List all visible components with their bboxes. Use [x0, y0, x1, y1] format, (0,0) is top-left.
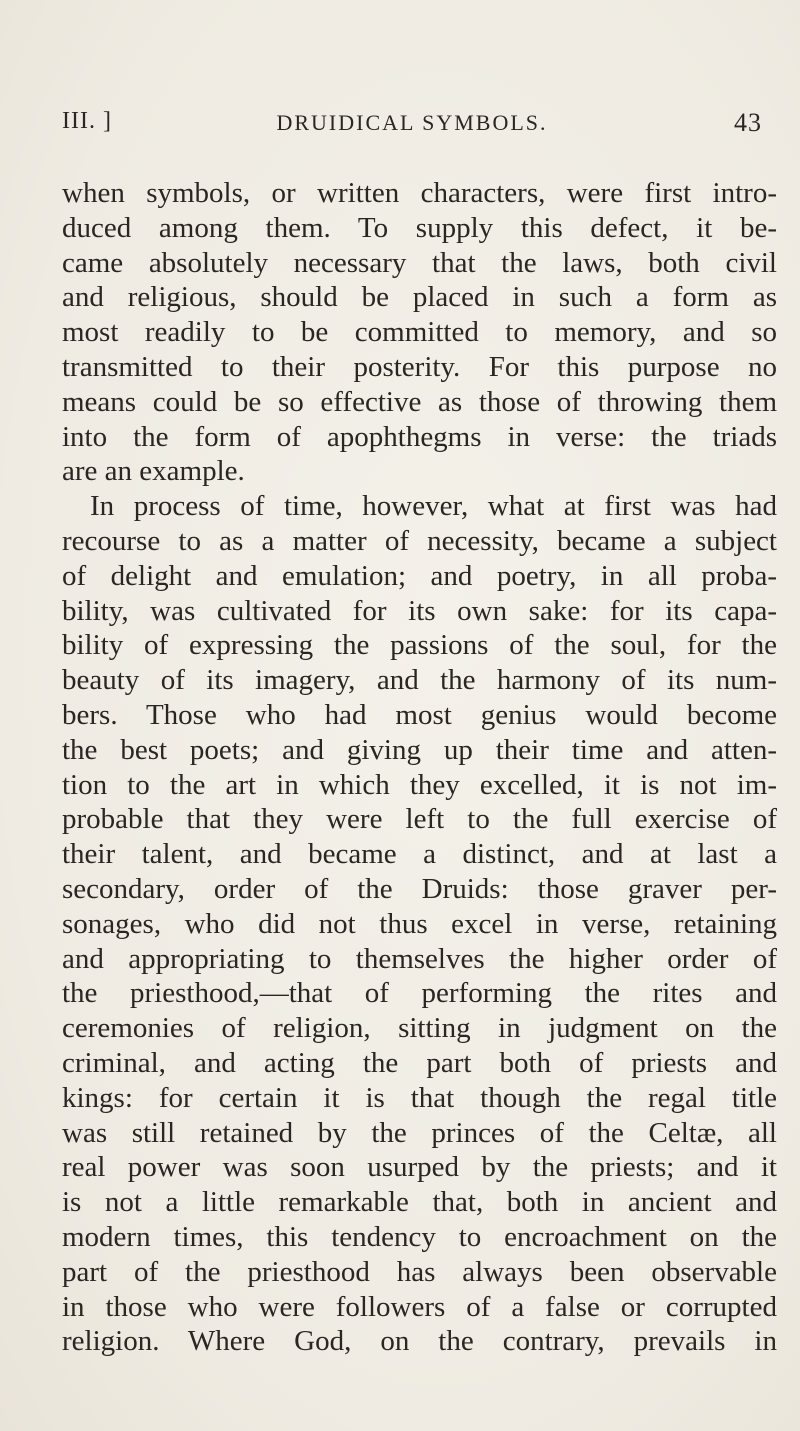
paragraph-start-line: In process of time, however, what at first was had: [90, 490, 777, 523]
text-line: criminal, and acting the part both of priests and: [62, 1046, 777, 1079]
text-line: probable that they were left to the full exercise of: [62, 803, 777, 836]
text-line: most readily to be committed to memory, and so: [62, 316, 777, 349]
text-line: beauty of its imagery, and the harmony of its num-: [62, 664, 777, 697]
text-line: modern times, this tendency to encroachment on the: [62, 1220, 777, 1253]
chapter-number: III. ]: [62, 108, 112, 134]
body-text: [62, 176, 777, 1359]
text-line: of delight and emulation; and poetry, in all proba-: [62, 559, 777, 592]
text-line: bers. Those who had most genius would become: [62, 698, 777, 731]
text-line: bility of expressing the passions of the soul, for the: [62, 629, 777, 662]
text-line: transmitted to their posterity. For this purpose no: [62, 350, 777, 383]
text-line: the best poets; and giving up their time and atten-: [62, 733, 777, 766]
text-line: when symbols, or written characters, were first intro-: [62, 177, 777, 209]
text-line: into the form of apophthegms in verse: the triads: [62, 420, 777, 453]
text-line: is not a little remarkable that, both in ancient and: [62, 1186, 777, 1219]
text-line: duced among them. To supply this defect, it be-: [62, 211, 777, 244]
text-line: bility, was cultivated for its own sake: for its capa-: [62, 594, 777, 627]
text-line: are an example.: [62, 455, 245, 488]
text-line: came absolutely necessary that the laws, both civil: [62, 246, 777, 279]
text-line: in those who were followers of a false or corrupted: [62, 1290, 777, 1323]
page-number: 43: [734, 108, 762, 137]
text-line: sonages, who did not thus excel in verse, retaining: [62, 907, 777, 940]
text-line: ceremonies of religion, sitting in judgment on the: [62, 1012, 777, 1045]
text-line: and religious, should be placed in such a form as: [62, 281, 777, 314]
text-line: religion. Where God, on the contrary, prevails in: [62, 1325, 777, 1358]
text-line: means could be so effective as those of throwing them: [62, 385, 777, 418]
text-line: the priesthood,—that of performing the rites and: [62, 977, 777, 1010]
text-line: their talent, and became a distinct, and at last a: [62, 838, 777, 871]
text-line: recourse to as a matter of necessity, became a subject: [62, 524, 777, 557]
running-head: [62, 108, 762, 142]
text-line: was still retained by the princes of the Celtæ, all: [62, 1116, 777, 1149]
running-title: DRUIDICAL SYMBOLS.: [276, 110, 548, 135]
text-line: tion to the art in which they excelled, it is not im-: [62, 768, 777, 801]
text-line: secondary, order of the Druids: those graver per-: [62, 872, 777, 905]
text-line: kings: for certain it is that though the regal title: [62, 1081, 777, 1114]
text-line: part of the priesthood has always been observable: [62, 1255, 777, 1288]
text-line: and appropriating to themselves the higher order of: [62, 942, 777, 975]
text-line: real power was soon usurped by the priests; and it: [62, 1151, 777, 1184]
